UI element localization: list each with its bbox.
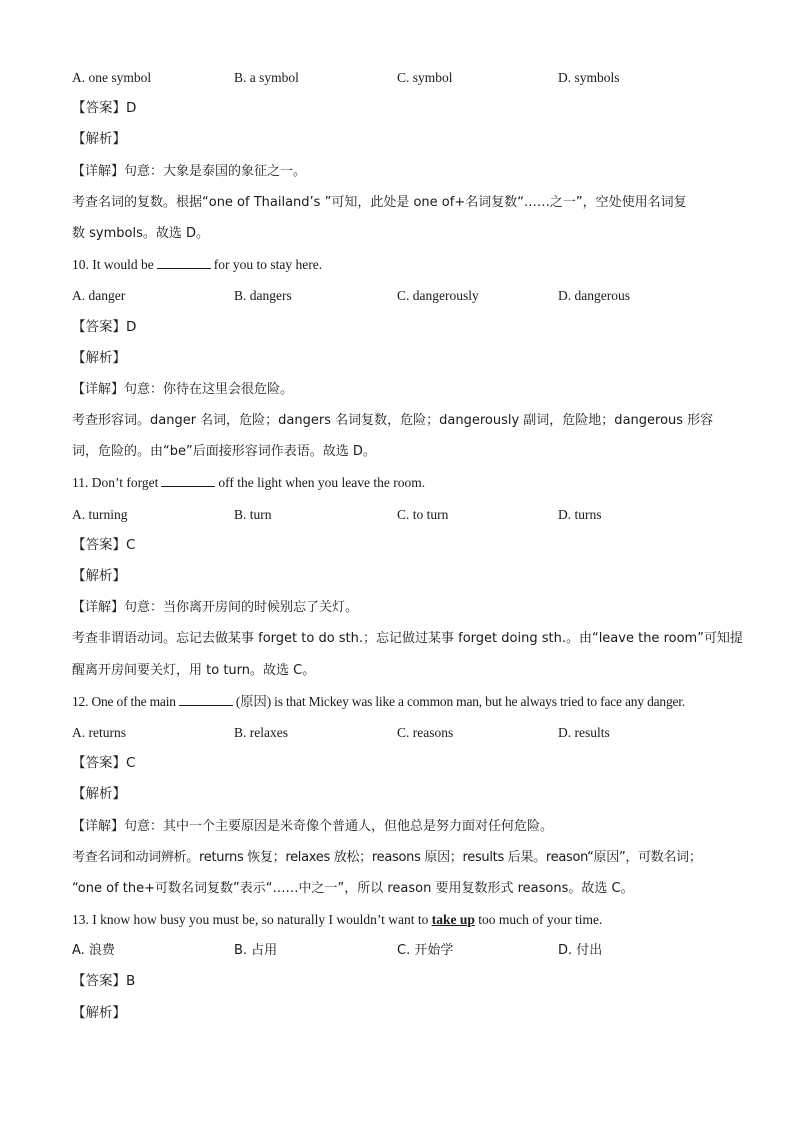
- q9-analysis-heading: 【解析】: [72, 131, 126, 148]
- q11-explanation-line-1: 考查非谓语动词。忘记去做某事 forget to do sth.；忘记做过某事 forget doing sth.。由“leave the room”可知提: [72, 631, 743, 647]
- q11-option-b: B. turn: [234, 506, 272, 522]
- q11-analysis-heading: 【解析】: [72, 568, 126, 584]
- q13-option-a: A. 浪费: [72, 943, 115, 959]
- q10-option-d: D. dangerous: [558, 288, 630, 304]
- q11-answer: 【答案】C: [72, 536, 136, 553]
- q13-options: [72, 935, 732, 966]
- q12-option-b: B. relaxes: [234, 724, 288, 740]
- q10-stem-after: for you to stay here.: [213, 257, 323, 273]
- q12-stem-before: 12. One of the main: [72, 693, 176, 709]
- q10-blank: [157, 256, 211, 269]
- q9-option-c: C. symbol: [397, 70, 453, 85]
- q9-option-a: A. one symbol: [72, 70, 152, 85]
- q9-explanation-line-2: 数 symbols。故选 D。: [72, 225, 209, 241]
- q9-options: [72, 62, 732, 93]
- q10-options: [72, 280, 732, 311]
- q13-stem-before: 13. I know how busy you must be, so naturally I wouldn’t want to: [72, 912, 429, 928]
- q13-option-b: B. 占用: [234, 943, 278, 959]
- q12-explanation-line-1: 考查名词和动词辨析。returns 恢复；relaxes 放松；reasons 原因；results 后果。reason“原因”，可数名词；: [72, 849, 702, 865]
- q12-options: [72, 717, 732, 748]
- q9-answer: 【答案】D: [72, 100, 137, 117]
- q10-explanation-line-2: 词，危险的。由“be”后面接形容词作表语。故选 D。: [72, 444, 376, 460]
- q12-option-d: D. results: [558, 724, 610, 740]
- q9-detail: 【详解】句意：大象是泰国的象征之一。: [72, 163, 307, 179]
- q11-option-d: D. turns: [558, 506, 602, 522]
- q10-option-a: A. danger: [72, 288, 126, 304]
- q10-answer: 【答案】D: [72, 318, 137, 335]
- q12-stem: [72, 686, 732, 717]
- q10-detail: 【详解】句意：你待在这里会很危险。: [72, 381, 294, 397]
- q11-stem: [72, 467, 732, 498]
- q11-blank: [161, 474, 215, 487]
- q10-explanation-line-1: 考查形容词。danger 名词，危险；dangers 名词复数，危险；dangerously 副词，危险地；dangerous 形容: [72, 413, 714, 429]
- q12-option-a: A. returns: [72, 724, 126, 740]
- q12-analysis-heading: 【解析】: [72, 786, 126, 803]
- q12-blank: [179, 693, 233, 706]
- q13-stem: [72, 904, 732, 935]
- q10-option-c: C. dangerously: [397, 288, 479, 304]
- q12-detail: 【详解】句意：其中一个主要原因是米奇像个普通人，但他总是努力面对任何危险。: [72, 818, 554, 834]
- q12-option-c: C. reasons: [397, 724, 454, 740]
- q10-option-b: B. dangers: [234, 288, 292, 304]
- q12-explanation-line-2: “one of the+可数名词复数”表示“……中之一”，所以 reason 要用复数形式 reasons。故选 C。: [72, 880, 634, 896]
- q13-stem-after: too much of your time.: [478, 912, 603, 928]
- q11-stem-after: off the light when you leave the room.: [218, 475, 426, 491]
- q13-option-d: D. 付出: [558, 943, 603, 959]
- q12-answer: 【答案】C: [72, 755, 136, 772]
- q9-explanation-line-1: 考查名词的复数。根据“one of Thailand’s ”可知，此处是 one of+名词复数“……之一”，空处使用名词复: [72, 194, 687, 210]
- q13-option-c: C. 开始学: [397, 943, 454, 959]
- q10-stem: [72, 249, 732, 280]
- q9-option-b: B. a symbol: [234, 70, 299, 85]
- q13-analysis-heading: 【解析】: [72, 1004, 126, 1021]
- q11-options: [72, 499, 732, 530]
- q11-detail: 【详解】句意：当你离开房间的时候别忘了关灯。: [72, 600, 359, 616]
- document-page: [72, 62, 743, 1029]
- q13-key-phrase: take up: [431, 912, 475, 928]
- q11-option-c: C. to turn: [397, 506, 449, 522]
- q12-stem-after: (原因) is that Mickey was like a common man, but he always tried to face any danger.: [235, 693, 686, 709]
- q10-stem-before: 10. It would be: [72, 257, 154, 273]
- q11-option-a: A. turning: [72, 506, 128, 522]
- q9-option-d: D. symbols: [558, 70, 620, 85]
- q11-explanation-line-2: 醒离开房间要关灯，用 to turn。故选 C。: [72, 662, 316, 678]
- q11-stem-before: 11. Don’t forget: [72, 475, 159, 491]
- q10-analysis-heading: 【解析】: [72, 349, 126, 366]
- q13-answer: 【答案】B: [72, 973, 136, 990]
